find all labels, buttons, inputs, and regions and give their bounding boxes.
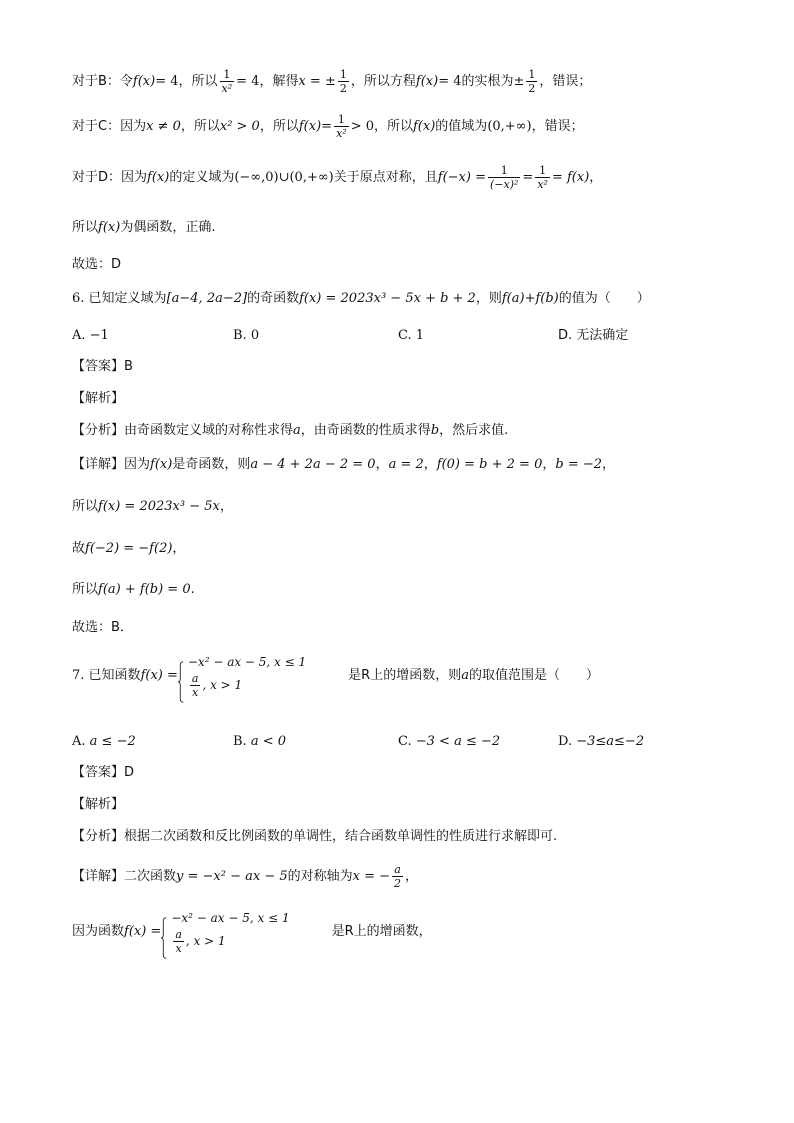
- fraction: [338, 68, 349, 95]
- q7-option-a: [72, 733, 136, 751]
- text: 所以: [72, 499, 99, 514]
- text: 的值为（ ）: [558, 291, 650, 306]
- fraction: [220, 68, 235, 95]
- text: ，所以方程: [350, 74, 416, 89]
- text: ，: [219, 499, 233, 514]
- denominator: 2: [339, 82, 347, 95]
- numerator: 1: [334, 113, 349, 127]
- text: .: [190, 582, 195, 597]
- line-option-d: [72, 164, 602, 191]
- math: f(a) + f(b) = 0: [98, 582, 191, 597]
- q6-option-d: D. 无法确定: [558, 328, 629, 343]
- tag-label: 【分析】: [72, 829, 125, 844]
- math: a ≤ −2: [89, 734, 136, 749]
- question-6: [72, 290, 650, 308]
- q7-option-b: [233, 733, 286, 751]
- text: 是R上的增函数，: [331, 924, 432, 939]
- math: x ≠ 0: [146, 119, 181, 134]
- text: ，: [375, 457, 389, 472]
- piecewise-function: [178, 652, 306, 699]
- q6-option-b: B. 0: [233, 328, 260, 343]
- line-option-c: [72, 113, 584, 140]
- math: , x > 1: [185, 934, 226, 948]
- numerator: a: [392, 863, 403, 877]
- option-letter: D.: [558, 734, 573, 749]
- text: ，: [602, 457, 616, 472]
- math: f(x) = 2023x³ − 5x: [98, 499, 220, 514]
- fraction: [190, 672, 201, 699]
- text: 对于D：因为: [72, 170, 148, 185]
- q6-analysis-heading: 【解析】: [72, 391, 125, 406]
- numerator: 1: [535, 164, 550, 178]
- numerator: 1: [488, 164, 520, 178]
- q7-analysis-heading: 【解析】: [72, 797, 125, 812]
- math: (0,+∞): [487, 119, 532, 134]
- text: 因为: [124, 457, 151, 472]
- q6-fenxi: [72, 422, 508, 440]
- denominator: x²: [537, 178, 548, 191]
- fraction: [526, 68, 537, 95]
- math: f(x): [415, 74, 439, 89]
- math: = 4: [236, 74, 260, 89]
- text: ，则: [475, 291, 502, 306]
- text: 已知定义域为: [88, 291, 167, 306]
- denominator: x: [192, 686, 199, 699]
- math: = 4: [438, 74, 462, 89]
- math: x = −: [352, 869, 391, 884]
- piece-row-2: [188, 672, 306, 699]
- denominator: x: [175, 942, 182, 955]
- fraction: [392, 863, 403, 890]
- q6-line-3: [72, 540, 185, 558]
- text: ，: [172, 541, 186, 556]
- question-number: 7.: [72, 668, 89, 683]
- question-number: 6.: [72, 291, 89, 306]
- fraction: [488, 164, 520, 191]
- q7-option-d: [558, 733, 644, 751]
- text: ，: [542, 457, 556, 472]
- line-choice: 故选：D: [72, 257, 122, 272]
- text: 二次函数: [124, 869, 177, 884]
- math: =: [321, 119, 333, 134]
- left-brace-icon: [161, 910, 167, 966]
- tag-label: 【详解】: [72, 869, 125, 884]
- q6-option-a: A. −1: [72, 328, 109, 343]
- q6-option-c: C. 1: [398, 328, 425, 343]
- numerator: a: [175, 928, 182, 941]
- text: ，错误；: [531, 119, 584, 134]
- math: ±: [513, 74, 525, 89]
- line-option-b: [72, 68, 591, 95]
- math: −3 < a ≤ −2: [415, 734, 501, 749]
- q7-xiangjie: [72, 863, 418, 890]
- q6-line-4: [72, 581, 195, 599]
- numerator: 1: [528, 68, 536, 81]
- math: (−∞,0)∪(0,+∞): [234, 170, 334, 185]
- math: a − 4 + 2a − 2 = 0: [250, 457, 376, 472]
- text: ，所以: [259, 119, 299, 134]
- math: f(a)+f(b): [501, 291, 559, 306]
- fraction: [173, 928, 184, 955]
- option-letter: B.: [233, 734, 247, 749]
- option-letter: C.: [398, 734, 412, 749]
- math: ±: [324, 74, 336, 89]
- q7-option-c: [398, 733, 500, 751]
- math: f(x): [150, 457, 173, 472]
- math: f(x): [132, 74, 156, 89]
- piece-row-1: −x² − ax − 5, x ≤ 1: [171, 911, 290, 925]
- math: a: [293, 423, 301, 438]
- math: > 0: [350, 119, 374, 134]
- math: a < 0: [250, 734, 287, 749]
- numerator: 1: [339, 68, 347, 81]
- tag-label: 【详解】: [72, 457, 125, 472]
- math: −3≤a≤−2: [576, 734, 645, 749]
- math: f(x): [98, 220, 121, 235]
- denominator: x²: [221, 82, 233, 95]
- math: x =: [298, 74, 321, 89]
- math: f(x) = 2023x³ − 5x + b + 2: [299, 291, 476, 306]
- math: y = −x² − ax − 5: [176, 869, 288, 884]
- math: f(x): [147, 170, 170, 185]
- text: ，所以: [180, 119, 220, 134]
- text: 所以: [72, 220, 99, 235]
- math: [a−4, 2a−2]: [166, 291, 248, 306]
- piece-row-1: −x² − ax − 5, x ≤ 1: [187, 655, 307, 669]
- math: f(x): [567, 170, 590, 185]
- math: a: [461, 668, 469, 683]
- math: f(x) =: [124, 924, 162, 939]
- math: f(x) =: [140, 668, 178, 683]
- numerator: 1: [220, 68, 235, 82]
- piece-row-2: [171, 928, 289, 955]
- q6-end: 故选：B．: [72, 620, 133, 635]
- math: a = 2: [388, 457, 424, 472]
- line-conclusion: [72, 219, 215, 237]
- text: ，解得: [259, 74, 299, 89]
- text: 是奇函数，则: [172, 457, 251, 472]
- text: ，错误；: [539, 74, 592, 89]
- math: =: [522, 170, 534, 185]
- option-letter: A.: [72, 734, 86, 749]
- piecewise-function: [161, 908, 289, 955]
- q7-line-2: [72, 908, 432, 955]
- text: ，由奇函数的性质求得: [300, 423, 431, 438]
- math: = 4: [155, 74, 179, 89]
- denominator: 2: [394, 877, 402, 890]
- math: f(x): [298, 119, 322, 134]
- math: f(−2) = −f(2): [85, 541, 173, 556]
- text: 的实根为: [461, 74, 514, 89]
- q6-answer: 【答案】B: [72, 359, 133, 374]
- text: 的奇函数: [247, 291, 300, 306]
- q6-line-2: [72, 498, 233, 516]
- numerator: a: [191, 672, 199, 685]
- text: 对于C：因为: [72, 119, 147, 134]
- q7-fenxi: [72, 828, 557, 846]
- tag-label: 【分析】: [72, 423, 125, 438]
- text: 由奇函数定义域的对称性求得: [124, 423, 294, 438]
- text: 的值域为: [435, 119, 488, 134]
- text: 故: [72, 541, 86, 556]
- text: 关于原点对称，且: [333, 170, 438, 185]
- text: 的对称轴为: [287, 869, 353, 884]
- text: 因为函数: [72, 924, 125, 939]
- text: 的取值范围是（ ）: [468, 668, 599, 683]
- text: ，所以: [178, 74, 218, 89]
- denominator: 2: [528, 82, 536, 95]
- text: ，: [423, 457, 437, 472]
- fraction: [535, 164, 550, 191]
- fraction: [334, 113, 349, 140]
- text: ，然后求值.: [439, 423, 509, 438]
- math: f(−x) =: [437, 170, 486, 185]
- denominator: x²: [336, 127, 347, 140]
- math: =: [551, 170, 563, 185]
- text: ，: [589, 170, 603, 185]
- left-brace-icon: [178, 654, 184, 710]
- math: x² > 0: [219, 119, 260, 134]
- q6-xiangjie: [72, 456, 615, 474]
- text: 为偶函数，正确.: [120, 220, 216, 235]
- math: b: [430, 423, 440, 438]
- question-7: [72, 652, 599, 699]
- text: 根据二次函数和反比例函数的单调性，结合函数单调性的性质进行求解即可.: [124, 829, 558, 844]
- q7-answer: 【答案】D: [72, 765, 135, 780]
- text: 所以: [72, 582, 99, 597]
- text: 已知函数: [88, 668, 141, 683]
- math: b = −2: [555, 457, 603, 472]
- text: 对于B：令: [72, 74, 133, 89]
- math: , x > 1: [202, 678, 243, 692]
- math: f(0) = b + 2 = 0: [436, 457, 543, 472]
- text: ，所以: [373, 119, 413, 134]
- text: ，: [405, 869, 419, 884]
- text: 是R上的增函数，则: [348, 668, 462, 683]
- text: 的定义域为: [169, 170, 235, 185]
- math: f(x): [413, 119, 436, 134]
- denominator: (−x)²: [490, 178, 519, 191]
